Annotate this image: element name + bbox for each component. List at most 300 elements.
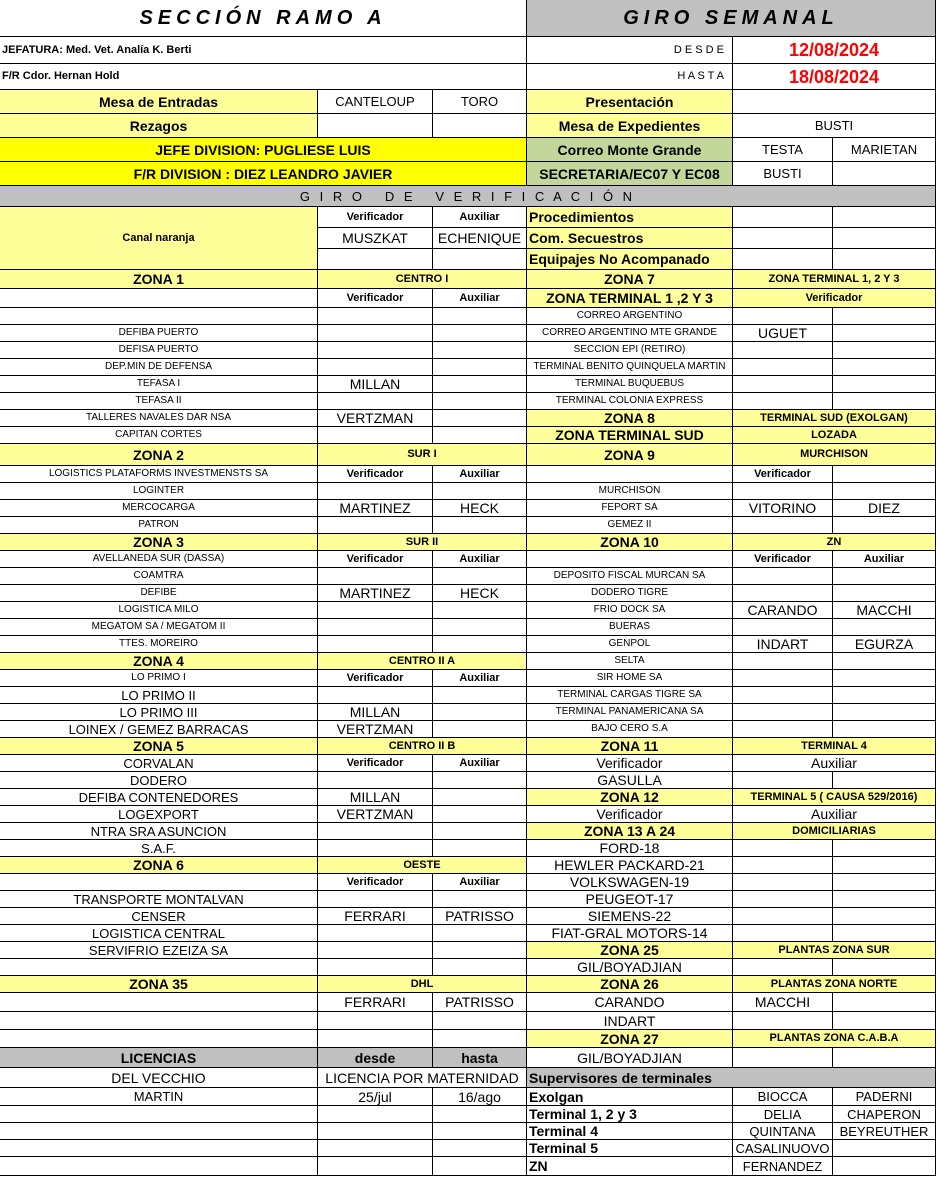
section-label: Equipajes No Acompanado	[527, 249, 733, 270]
grid-cell	[0, 308, 318, 325]
grid-cell	[833, 840, 936, 857]
grid-cell	[433, 517, 527, 534]
grid-cell: DODERO	[0, 772, 318, 789]
grid-cell	[0, 1030, 318, 1048]
grid-cell: MILLAN	[318, 789, 433, 806]
grid-cell	[833, 376, 936, 393]
grid-cell: MERCOCARGA	[0, 500, 318, 517]
grid-cell: LOGINTER	[0, 483, 318, 500]
grid-cell	[733, 1012, 833, 1030]
grid-cell	[0, 1012, 318, 1030]
grid-cell: DEFISA PUERTO	[0, 342, 318, 359]
zone-label: ZONA 1	[0, 270, 318, 289]
grid-cell: UGUET	[733, 325, 833, 342]
grid-cell	[0, 993, 318, 1012]
zone-label: ZONA 13 A 24	[527, 823, 733, 840]
grid-cell: Auxiliar	[433, 755, 527, 772]
grid-cell	[318, 823, 433, 840]
zone-area-label: LOZADA	[733, 427, 936, 444]
grid-cell: LO PRIMO III	[0, 704, 318, 721]
grid-cell: GASULLA	[527, 772, 733, 789]
grid-cell: LOGISTICA MILO	[0, 602, 318, 619]
grid-cell	[733, 249, 833, 270]
grid-cell	[833, 721, 936, 738]
rezagos-person-1	[318, 114, 433, 138]
grid-cell: Auxiliar	[433, 289, 527, 308]
licencia-person: DEL VECCHIO	[0, 1068, 318, 1088]
rezagos-person-2	[433, 114, 527, 138]
grid-cell	[318, 891, 433, 908]
grid-cell	[833, 653, 936, 670]
mesa-entradas-person-1: CANTELOUP	[318, 90, 433, 114]
grid-cell: FIAT-GRAL MOTORS-14	[527, 925, 733, 942]
grid-cell	[318, 249, 433, 270]
grid-cell: LO PRIMO II	[0, 687, 318, 704]
grid-cell	[833, 466, 936, 483]
grid-cell: MARTINEZ	[318, 500, 433, 517]
grid-cell	[833, 619, 936, 636]
grid-cell: GENPOL	[527, 636, 733, 653]
grid-cell: DEPOSITO FISCAL MURCAN SA	[527, 568, 733, 585]
grid-cell: SELTA	[527, 653, 733, 670]
grid-cell: DEFIBA CONTENEDORES	[0, 789, 318, 806]
grid-cell: PATRISSO	[433, 993, 527, 1012]
supervisor-1: FERNANDEZ	[733, 1157, 833, 1176]
grid-cell	[0, 1157, 318, 1176]
grid-cell: LO PRIMO I	[0, 670, 318, 687]
grid-cell	[318, 1106, 433, 1123]
grid-cell: HECK	[433, 500, 527, 517]
secretaria-person-2	[833, 162, 936, 186]
grid-cell	[833, 670, 936, 687]
grid-cell	[833, 207, 936, 228]
auxiliar-header: Auxiliar	[433, 207, 527, 228]
supervisores-header: Supervisores de terminales	[527, 1068, 936, 1088]
grid-cell	[833, 585, 936, 602]
fr-cdor-text: F/R Cdor. Hernan Hold	[0, 64, 527, 90]
zone-area-label: Verificador	[733, 289, 936, 308]
zone-area-label: TERMINAL SUD (EXOLGAN)	[733, 410, 936, 427]
grid-cell: FERRARI	[318, 993, 433, 1012]
zone-area-label: PLANTAS ZONA NORTE	[733, 976, 936, 993]
grid-cell	[433, 376, 527, 393]
grid-cell: PATRISSO	[433, 908, 527, 925]
terminal-label: Exolgan	[527, 1088, 733, 1106]
grid-cell: VERTZMAN	[318, 721, 433, 738]
grid-cell: S.A.F.	[0, 840, 318, 857]
supervisor-2: CHAPERON	[833, 1106, 936, 1123]
grid-cell: MACCHI	[833, 602, 936, 619]
grid-cell	[0, 289, 318, 308]
grid-cell	[833, 1048, 936, 1068]
grid-cell	[733, 1048, 833, 1068]
grid-cell	[433, 806, 527, 823]
grid-cell	[833, 1012, 936, 1030]
licencias-header: LICENCIAS	[0, 1048, 318, 1068]
correo-mg-label: Correo Monte Grande	[527, 138, 733, 162]
zone-area-label: SUR I	[318, 444, 527, 466]
zone-area-label: SUR II	[318, 534, 527, 551]
grid-cell	[318, 393, 433, 410]
grid-cell: NTRA SRA ASUNCION	[0, 823, 318, 840]
zone-area-label: CENTRO I	[318, 270, 527, 289]
grid-cell: MUSZKAT	[318, 228, 433, 249]
grid-cell: INDART	[733, 636, 833, 653]
grid-cell	[318, 483, 433, 500]
zone-label: ZONA 26	[527, 976, 733, 993]
grid-cell: LOGISTICS PLATAFORMS INVESTMENSTS SA	[0, 466, 318, 483]
grid-cell: Verificador	[527, 806, 733, 823]
grid-cell: DODERO TIGRE	[527, 585, 733, 602]
grid-cell	[433, 1012, 527, 1030]
grid-cell	[833, 704, 936, 721]
grid-cell	[833, 959, 936, 976]
zone-area-label: DHL	[318, 976, 527, 993]
zone-label: ZONA 4	[0, 653, 318, 670]
terminal-label: Terminal 1, 2 y 3	[527, 1106, 733, 1123]
grid-cell	[527, 551, 733, 568]
grid-cell: Verificador	[318, 551, 433, 568]
mesa-expedientes-label: Mesa de Expedientes	[527, 114, 733, 138]
grid-cell	[733, 517, 833, 534]
grid-cell	[733, 704, 833, 721]
grid-cell	[833, 359, 936, 376]
grid-cell	[433, 393, 527, 410]
grid-cell: CARANDO	[527, 993, 733, 1012]
grid-cell: Auxiliar	[433, 551, 527, 568]
terminal-label: ZN	[527, 1157, 733, 1176]
grid-cell: PATRON	[0, 517, 318, 534]
grid-cell: Auxiliar	[833, 551, 936, 568]
grid-cell: Auxiliar	[433, 670, 527, 687]
giro-verificacion-title: G I R O D E V E R I F I C A C I Ó N	[0, 186, 936, 207]
grid-cell	[733, 342, 833, 359]
weekly-title: GIRO SEMANAL	[527, 0, 936, 37]
grid-cell	[318, 602, 433, 619]
zone-label: ZONA 8	[527, 410, 733, 427]
zone-area-label: DOMICILIARIAS	[733, 823, 936, 840]
zone-label: ZONA 27	[527, 1030, 733, 1048]
grid-cell: BAJO CERO S.A	[527, 721, 733, 738]
terminal-label: Terminal 5	[527, 1140, 733, 1157]
zone-label: ZONA TERMINAL SUD	[527, 427, 733, 444]
grid-cell	[433, 1157, 527, 1176]
grid-cell: Verificador	[733, 551, 833, 568]
grid-cell	[733, 228, 833, 249]
grid-cell	[433, 925, 527, 942]
grid-cell: EGURZA	[833, 636, 936, 653]
grid-cell: TTES. MOREIRO	[0, 636, 318, 653]
grid-cell: Verificador	[527, 755, 733, 772]
grid-cell	[833, 308, 936, 325]
grid-cell	[433, 959, 527, 976]
grid-cell	[433, 249, 527, 270]
grid-cell	[833, 325, 936, 342]
grid-cell: GIL/BOYADJIAN	[527, 1048, 733, 1068]
supervisor-2: PADERNI	[833, 1088, 936, 1106]
grid-cell: BUERAS	[527, 619, 733, 636]
grid-cell: HECK	[433, 585, 527, 602]
grid-cell: DIEZ	[833, 500, 936, 517]
grid-cell: VITORINO	[733, 500, 833, 517]
mesa-entradas-label: Mesa de Entradas	[0, 90, 318, 114]
grid-cell	[433, 1030, 527, 1048]
secretaria-person-1: BUSTI	[733, 162, 833, 186]
grid-cell	[833, 908, 936, 925]
grid-cell: CORREO ARGENTINO	[527, 308, 733, 325]
presentacion-value	[733, 90, 936, 114]
grid-cell	[433, 619, 527, 636]
grid-cell: SECCION EPI (RETIRO)	[527, 342, 733, 359]
grid-cell: GIL/BOYADJIAN	[527, 959, 733, 976]
grid-cell: FRIO DOCK SA	[527, 602, 733, 619]
grid-cell: TERMINAL BENITO QUINQUELA MARTIN	[527, 359, 733, 376]
grid-cell	[833, 228, 936, 249]
grid-cell	[527, 466, 733, 483]
supervisor-1: CASALINUOVO	[733, 1140, 833, 1157]
supervisor-2	[833, 1157, 936, 1176]
grid-cell	[433, 687, 527, 704]
grid-cell: Verificador	[318, 755, 433, 772]
grid-cell	[433, 342, 527, 359]
grid-cell	[733, 359, 833, 376]
grid-cell: TEFASA II	[0, 393, 318, 410]
grid-cell	[833, 483, 936, 500]
zone-label: ZONA 5	[0, 738, 318, 755]
zone-label: ZONA TERMINAL 1 ,2 Y 3	[527, 289, 733, 308]
grid-cell	[0, 1140, 318, 1157]
section-label: Com. Secuestros	[527, 228, 733, 249]
zone-label: ZONA 3	[0, 534, 318, 551]
grid-cell	[318, 636, 433, 653]
presentacion-label: Presentación	[527, 90, 733, 114]
hasta-label: H A S T A	[527, 64, 733, 90]
grid-cell	[833, 874, 936, 891]
grid-cell: VOLKSWAGEN-19	[527, 874, 733, 891]
licencias-desde-header: desde	[318, 1048, 433, 1068]
grid-cell	[733, 568, 833, 585]
grid-cell	[0, 1106, 318, 1123]
grid-cell	[318, 308, 433, 325]
zone-area-label: PLANTAS ZONA SUR	[733, 942, 936, 959]
grid-cell: CORVALAN	[0, 755, 318, 772]
grid-cell	[733, 908, 833, 925]
grid-cell: Verificador	[318, 670, 433, 687]
zone-label: ZONA 35	[0, 976, 318, 993]
grid-cell	[318, 959, 433, 976]
grid-cell	[733, 653, 833, 670]
grid-cell: TRANSPORTE MONTALVAN	[0, 891, 318, 908]
grid-cell	[433, 1106, 527, 1123]
grid-cell	[733, 874, 833, 891]
licencia-period: LICENCIA POR MATERNIDAD	[318, 1068, 527, 1088]
grid-cell: Verificador	[733, 466, 833, 483]
grid-cell	[318, 1123, 433, 1140]
zone-label: ZONA 10	[527, 534, 733, 551]
grid-cell: Verificador	[318, 289, 433, 308]
grid-cell: LOGISTICA CENTRAL	[0, 925, 318, 942]
section-title: SECCIÓN RAMO A	[0, 0, 527, 37]
grid-cell	[733, 840, 833, 857]
grid-cell: COAMTRA	[0, 568, 318, 585]
grid-cell: PEUGEOT-17	[527, 891, 733, 908]
grid-cell: MACCHI	[733, 993, 833, 1012]
grid-cell: 16/ago	[433, 1088, 527, 1106]
grid-cell: Auxiliar	[733, 755, 936, 772]
zone-label: ZONA 12	[527, 789, 733, 806]
rezagos-label: Rezagos	[0, 114, 318, 138]
grid-cell	[833, 393, 936, 410]
grid-cell: MARTIN	[0, 1088, 318, 1106]
supervisor-2	[833, 1140, 936, 1157]
desde-date: 12/08/2024	[733, 37, 936, 64]
zone-label: ZONA 9	[527, 444, 733, 466]
grid-cell: HEWLER PACKARD-21	[527, 857, 733, 874]
grid-cell	[733, 393, 833, 410]
grid-cell	[318, 1157, 433, 1176]
supervisor-1: BIOCCA	[733, 1088, 833, 1106]
grid-cell: FEPORT SA	[527, 500, 733, 517]
grid-cell	[833, 891, 936, 908]
grid-cell	[433, 840, 527, 857]
fr-division: F/R DIVISION : DIEZ LEANDRO JAVIER	[0, 162, 527, 186]
grid-cell	[733, 585, 833, 602]
grid-cell: Auxiliar	[433, 466, 527, 483]
grid-cell: LOINEX / GEMEZ BARRACAS	[0, 721, 318, 738]
mesa-expedientes-person: BUSTI	[733, 114, 936, 138]
grid-cell	[833, 517, 936, 534]
mesa-entradas-person-2: TORO	[433, 90, 527, 114]
grid-cell	[833, 342, 936, 359]
zone-label: ZONA 2	[0, 444, 318, 466]
grid-cell	[733, 619, 833, 636]
grid-cell	[0, 959, 318, 976]
grid-cell: FERRARI	[318, 908, 433, 925]
grid-cell: TALLERES NAVALES DAR NSA	[0, 410, 318, 427]
grid-cell	[733, 772, 833, 789]
grid-cell: FORD-18	[527, 840, 733, 857]
grid-cell: CENSER	[0, 908, 318, 925]
supervisor-1: DELIA	[733, 1106, 833, 1123]
grid-cell	[433, 308, 527, 325]
grid-cell	[318, 772, 433, 789]
grid-cell	[733, 670, 833, 687]
grid-cell	[733, 721, 833, 738]
grid-cell: SERVIFRIO EZEIZA SA	[0, 942, 318, 959]
grid-cell	[318, 517, 433, 534]
zone-area-label: CENTRO II B	[318, 738, 527, 755]
desde-label: D E S D E	[527, 37, 733, 64]
grid-cell	[318, 687, 433, 704]
section-label: Procedimientos	[527, 207, 733, 228]
grid-cell: VERTZMAN	[318, 806, 433, 823]
grid-cell	[318, 1012, 433, 1030]
grid-cell	[833, 772, 936, 789]
grid-cell	[318, 359, 433, 376]
grid-cell	[433, 636, 527, 653]
grid-cell	[0, 1123, 318, 1140]
grid-cell: VERTZMAN	[318, 410, 433, 427]
verificador-header: Verificador	[318, 207, 433, 228]
grid-cell: MILLAN	[318, 704, 433, 721]
grid-cell	[433, 427, 527, 444]
grid-cell	[0, 874, 318, 891]
grid-cell	[433, 1123, 527, 1140]
grid-cell	[318, 1140, 433, 1157]
grid-cell	[433, 789, 527, 806]
grid-cell: TERMINAL PANAMERICANA SA	[527, 704, 733, 721]
grid-cell: DEFIBA PUERTO	[0, 325, 318, 342]
grid-cell	[318, 342, 433, 359]
grid-cell	[833, 568, 936, 585]
grid-cell: MEGATOM SA / MEGATOM II	[0, 619, 318, 636]
grid-cell	[318, 325, 433, 342]
grid-cell	[433, 483, 527, 500]
zone-area-label: OESTE	[318, 857, 527, 874]
grid-cell	[318, 925, 433, 942]
grid-cell	[733, 925, 833, 942]
grid-cell: 25/jul	[318, 1088, 433, 1106]
zone-label: ZONA 7	[527, 270, 733, 289]
grid-cell	[433, 704, 527, 721]
grid-cell	[733, 483, 833, 500]
grid-cell	[833, 249, 936, 270]
grid-cell: TERMINAL COLONIA EXPRESS	[527, 393, 733, 410]
zone-area-label: PLANTAS ZONA C.A.B.A	[733, 1030, 936, 1048]
zone-area-label: ZONA TERMINAL 1, 2 Y 3	[733, 270, 936, 289]
grid-cell	[433, 325, 527, 342]
zone-label: ZONA 6	[0, 857, 318, 874]
grid-cell	[433, 410, 527, 427]
grid-cell	[733, 308, 833, 325]
grid-cell	[433, 721, 527, 738]
grid-cell: AVELLANEDA SUR (DASSA)	[0, 551, 318, 568]
terminal-label: Terminal 4	[527, 1123, 733, 1140]
zone-label: ZONA 25	[527, 942, 733, 959]
grid-cell: MARTINEZ	[318, 585, 433, 602]
zone-area-label: TERMINAL 5 ( CAUSA 529/2016)	[733, 789, 936, 806]
grid-cell	[318, 840, 433, 857]
grid-cell: SIR HOME SA	[527, 670, 733, 687]
zone-area-label: CENTRO II A	[318, 653, 527, 670]
grid-cell: MILLAN	[318, 376, 433, 393]
zone-area-label: MURCHISON	[733, 444, 936, 466]
grid-cell: DEFIBE	[0, 585, 318, 602]
canal-naranja-label: Canal naranja	[0, 207, 318, 270]
grid-cell: TERMINAL BUQUEBUS	[527, 376, 733, 393]
jefe-division: JEFE DIVISION: PUGLIESE LUIS	[0, 138, 527, 162]
zone-area-label: TERMINAL 4	[733, 738, 936, 755]
grid-cell	[433, 823, 527, 840]
hasta-date: 18/08/2024	[733, 64, 936, 90]
grid-cell	[433, 359, 527, 376]
zone-area-label: ZN	[733, 534, 936, 551]
grid-cell: Verificador	[318, 874, 433, 891]
grid-cell	[733, 376, 833, 393]
grid-cell: LOGEXPORT	[0, 806, 318, 823]
licencias-hasta-header: hasta	[433, 1048, 527, 1068]
zone-label: ZONA 11	[527, 738, 733, 755]
grid-cell: SIEMENS-22	[527, 908, 733, 925]
grid-cell	[318, 568, 433, 585]
grid-cell	[318, 427, 433, 444]
grid-cell: TEFASA I	[0, 376, 318, 393]
grid-cell: Auxiliar	[733, 806, 936, 823]
grid-cell	[833, 687, 936, 704]
grid-cell	[433, 1140, 527, 1157]
grid-cell	[833, 925, 936, 942]
supervisor-1: QUINTANA	[733, 1123, 833, 1140]
